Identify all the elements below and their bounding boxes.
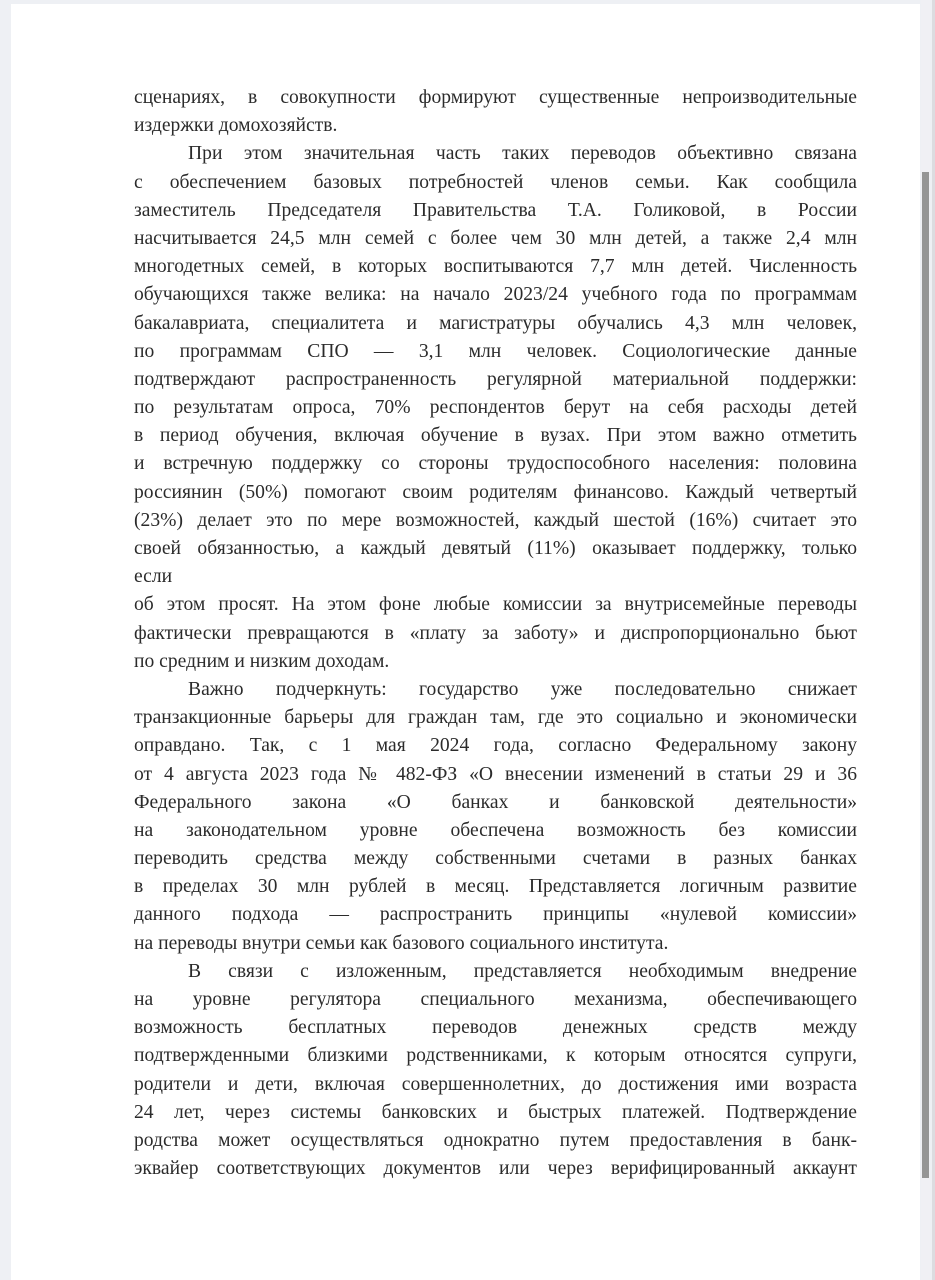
document-body xyxy=(134,84,857,1183)
text-line: переводить средства между собственными счетами в разных банках xyxy=(134,848,857,870)
text-line: Важно подчеркнуть: государство уже последовательно снижает xyxy=(188,678,857,700)
text-line: и встречную поддержку со стороны трудоспособного населения: половина xyxy=(134,453,857,475)
text-line: В связи с изложенным, представляется необходимым внедрение xyxy=(188,960,857,982)
text-line: подтвержденными близкими родственниками, к которым относятся супруги, xyxy=(134,1045,857,1067)
text-line: бакалавриата, специалитета и магистратуры обучались 4,3 млн человек, xyxy=(134,312,857,334)
text-line: сценариях, в совокупности формируют существенные непроизводительные xyxy=(134,87,857,108)
text-line: фактически превращаются в «плату за заботу» и диспропорционально бьют xyxy=(134,622,857,644)
text-line: в пределах 30 млн рублей в месяц. Представляется логичным развитие xyxy=(134,876,857,898)
text-line: на законодательном уровне обеспечена возможность без комиссии xyxy=(134,819,857,841)
text-line: данного подхода — распространить принципы «нулевой комиссии» xyxy=(134,904,857,926)
text-line: (23%) делает это по мере возможностей, каждый шестой (16%) считает это xyxy=(134,509,857,531)
text-line: оправдано. Так, с 1 мая 2024 года, согласно Федеральному закону xyxy=(134,735,857,757)
text-line: При этом значительная часть таких переводов объективно связана xyxy=(188,143,857,165)
text-line: многодетных семей, в которых воспитываются 7,7 млн детей. Численность xyxy=(134,256,857,278)
text-line: в период обучения, включая обучение в вузах. При этом важно отметить xyxy=(134,425,857,447)
text-line: по средним и низким доходам. xyxy=(134,650,390,672)
text-line: заместитель Председателя Правительства Т.А. Голиковой, в России xyxy=(134,199,857,221)
text-line: родства может осуществляться однократно путем предоставления в банк- xyxy=(134,1129,857,1151)
text-line: своей обязанностью, а каждый девятый (11%) оказывает поддержку, только xyxy=(134,538,857,559)
text-line: по результатам опроса, 70% респондентов берут на себя расходы детей xyxy=(134,397,857,419)
text-line: транзакционные барьеры для граждан там, где это социально и экономически xyxy=(134,707,857,729)
text-line: издержки домохозяйств. xyxy=(134,115,338,137)
text-line: эквайер соответствующих документов или через верифицированный аккаунт xyxy=(134,1158,857,1180)
text-line: родители и дети, включая совершеннолетних, до достижения ими возраста xyxy=(134,1073,857,1095)
text-line: возможность бесплатных переводов денежных средств между xyxy=(134,1017,857,1039)
text-line: на переводы внутри семьи как базового социального института. xyxy=(134,932,669,954)
text-line: обучающихся также велика: на начало 2023/24 учебного года по программам xyxy=(134,284,857,306)
text-line: с обеспечением базовых потребностей членов семьи. Как сообщила xyxy=(134,171,857,193)
text-line: россиянин (50%) помогают своим родителям финансово. Каждый четвертый xyxy=(134,481,857,503)
text-line: 24 лет, через системы банковских и быстрых платежей. Подтверждение xyxy=(134,1101,857,1123)
text-line: на уровне регулятора специального механизма, обеспечивающего xyxy=(134,989,857,1010)
text-line: по программам СПО — 3,1 млн человек. Социологические данные xyxy=(134,340,857,362)
scrollbar-thumb[interactable] xyxy=(922,172,929,1178)
text-line: насчитывается 24,5 млн семей с более чем 30 млн детей, а также 2,4 млн xyxy=(134,227,857,249)
text-line: подтверждают распространенность регулярной материальной поддержки: xyxy=(134,368,857,390)
text-line: от 4 августа 2023 года № 482-ФЗ «О внесении изменений в статьи 29 и 36 xyxy=(134,763,857,785)
text-line: Федерального закона «О банках и банковской деятельности» xyxy=(134,791,857,813)
text-line: если xyxy=(134,566,173,588)
text-line: об этом просят. На этом фоне любые комиссии за внутрисемейные переводы xyxy=(134,594,857,616)
